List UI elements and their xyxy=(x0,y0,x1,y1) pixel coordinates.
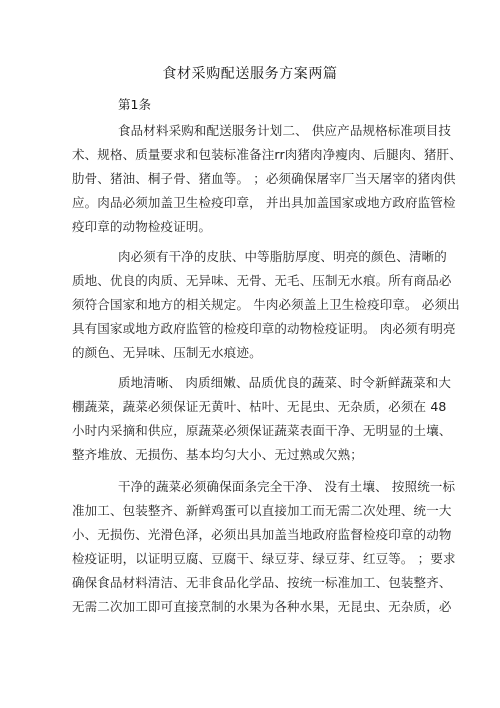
paragraph-line: 小、无损伤、光滑色泽，必须出具加盖当地政府监督检疫印章的动物 xyxy=(72,527,452,542)
paragraph-line: 具有国家或地方政府监管的检疫印章的动物检疫证明。 肉必须有明亮 xyxy=(72,321,456,336)
paragraph-line: 质地清晰、 肉质细嫩、品质优良的蔬菜、时令新鲜蔬菜和大 xyxy=(118,375,452,390)
paragraph-line: 小时内采摘和供应，原蔬菜必须保证蔬菜表面干净、无明显的土壤、 xyxy=(72,423,452,438)
paragraph-line: 肉必须有干净的皮肤、中等脂肪厚度、明亮的颜色、清晰的 xyxy=(118,249,447,264)
document-title: 食材采购配送服务方案两篇 xyxy=(162,66,338,82)
paragraph-line: 准加工、包装整齐、新鲜鸡蛋可以直接加工而无需二次处理、统一大 xyxy=(72,503,452,518)
paragraph-line: 须符合国家和地方的相关规定。 牛肉必须盖上卫生检疫印章。 必须出 xyxy=(72,297,460,312)
paragraph-line: 整齐堆放、无损伤、基本均匀大小、无过熟或欠熟； xyxy=(72,447,363,462)
paragraph-line: 肋骨、猪油、桐子骨、猪血等。 ；必须确保屠宰厂当天屠宰的猪肉供 xyxy=(72,171,456,186)
paragraph-line: 确保食品材料清洁、无非食品化学品、按统一标准加工、包装整齐、 xyxy=(72,575,452,590)
paragraph-line: 检疫证明，以证明豆腐、豆腐干、绿豆芽、绿豆芽、红豆等。 ；要求 xyxy=(72,551,456,566)
paragraph-line: 术、规格、质量要求和包装标准备注rr肉猪肉净瘦肉、后腿肉、猪肝、 xyxy=(72,147,462,162)
paragraph-line: 疫印章的动物检疫证明。 xyxy=(72,219,212,234)
paragraph-line: 无需二次加工即可直接烹制的水果为各种水果，无昆虫、无杂质，必 xyxy=(72,599,452,614)
paragraph-line: 食品材料采购和配送服务计划二、 供应产品规格标准项目技 xyxy=(118,123,452,138)
paragraph-line: 的颜色、无异味、压制无水痕迹。 xyxy=(72,345,262,360)
paragraph-line: 质地、优良的肉质、无异味、无骨、无毛、压制无水痕。所有商品必 xyxy=(72,273,452,288)
paragraph-line: 棚蔬菜，蔬菜必须保证无黄叶、枯叶、无昆虫、无杂质，必须在 48 xyxy=(72,399,447,414)
section-heading: 第1条 xyxy=(118,97,151,112)
paragraph-line: 应。肉品必须加盖卫生检疫印章， 并出具加盖国家或地方政府监管检 xyxy=(72,195,456,210)
paragraph-line: 干净的蔬菜必须确保面条完全干净、 没有土壤、 按照统一标 xyxy=(118,479,456,494)
